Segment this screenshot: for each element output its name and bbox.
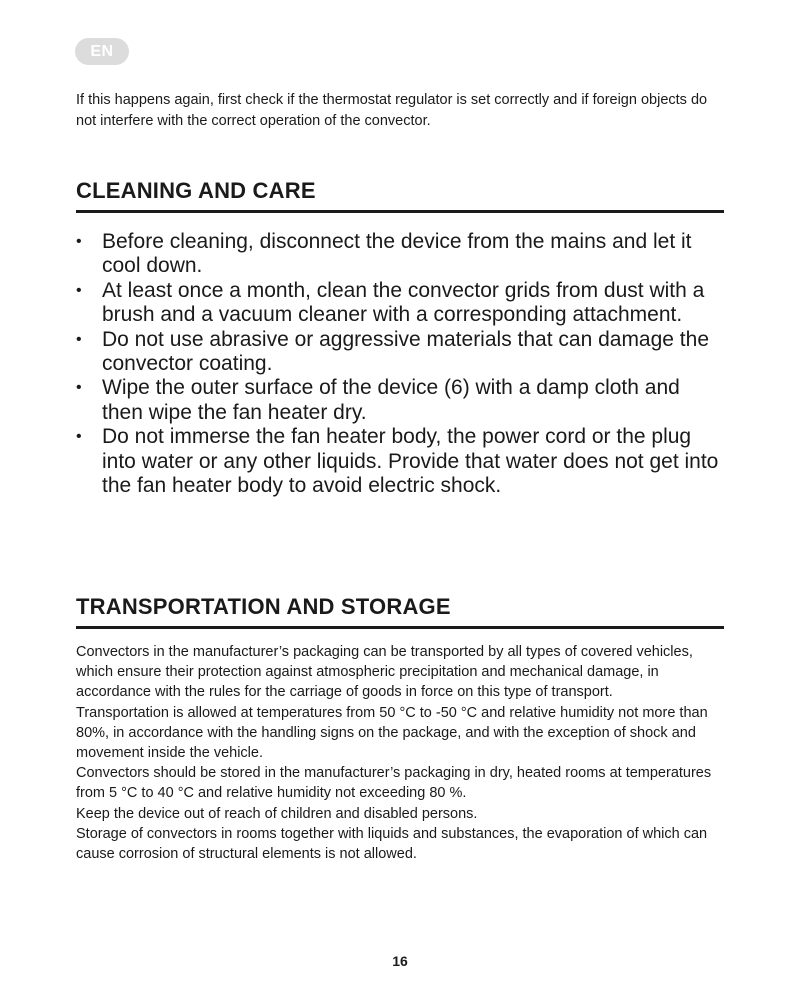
bullet-icon: • <box>76 379 82 397</box>
list-item <box>76 279 724 328</box>
bullet-icon: • <box>76 233 82 250</box>
transport-paragraph: Storage of convectors in rooms together with liquids and substances, the evaporation of which can cause corrosion of structural elements is not allowed. <box>76 825 708 863</box>
list-item-text: Do not immerse the fan heater body, the power cord or the plug into water or any other liquids. Provide that water does not get into the fan heater body to avoid electric shock. <box>102 425 719 498</box>
list-item-text: Before cleaning, disconnect the device from the mains and let it cool down. <box>102 230 692 278</box>
list-item <box>76 376 724 425</box>
intro-paragraph: If this happens again, first check if the thermostat regulator is set correctly and if foreign objects do not interfere with the correct operation of the convector. <box>76 92 708 129</box>
cleaning-list <box>76 230 724 498</box>
bullet-icon: • <box>76 330 82 348</box>
list-item <box>76 425 724 498</box>
list-item <box>76 328 724 377</box>
list-item-text: At least once a month, clean the convector grids from dust with a brush and a vacuum cleaner with a corresponding attachment. <box>102 278 705 327</box>
transport-paragraph: Convectors in the manufacturer’s packaging can be transported by all types of covered vehicles, which ensure their protection against atmospheric precipitation and mechanical damage, in accordance with the rules for the carriage of goods in force on this type of transport. <box>76 644 693 701</box>
transport-paragraph: Transportation is allowed at temperatures from 50 °C to -50 °C and relative humidity not more than 80%, in accordance with the handling signs on the package, and with the exception of shock and movement inside the vehicle. <box>76 704 708 762</box>
transport-section-body <box>76 642 728 864</box>
list-item <box>76 230 724 279</box>
list-item-text: Do not use abrasive or aggressive materials that can damage the convector coating. <box>102 327 710 376</box>
section-title-transport: TRANSPORTATION AND STORAGE <box>76 594 724 629</box>
page-number: 16 <box>392 953 408 969</box>
transport-paragraph: Convectors should be stored in the manufacturer’s packaging in dry, heated rooms at temperatures from 5 °C to 40 °C and relative humidity not exceeding 80 %. <box>76 765 712 802</box>
transport-paragraph: Keep the device out of reach of children and disabled persons. <box>76 805 478 822</box>
section-title-cleaning: CLEANING AND CARE <box>76 178 724 213</box>
bullet-icon: • <box>76 428 82 446</box>
bullet-icon: • <box>76 281 82 299</box>
language-badge: EN <box>75 38 129 65</box>
list-item-text: Wipe the outer surface of the device (6) with a damp cloth and then wipe the fan heater dry. <box>102 376 680 424</box>
